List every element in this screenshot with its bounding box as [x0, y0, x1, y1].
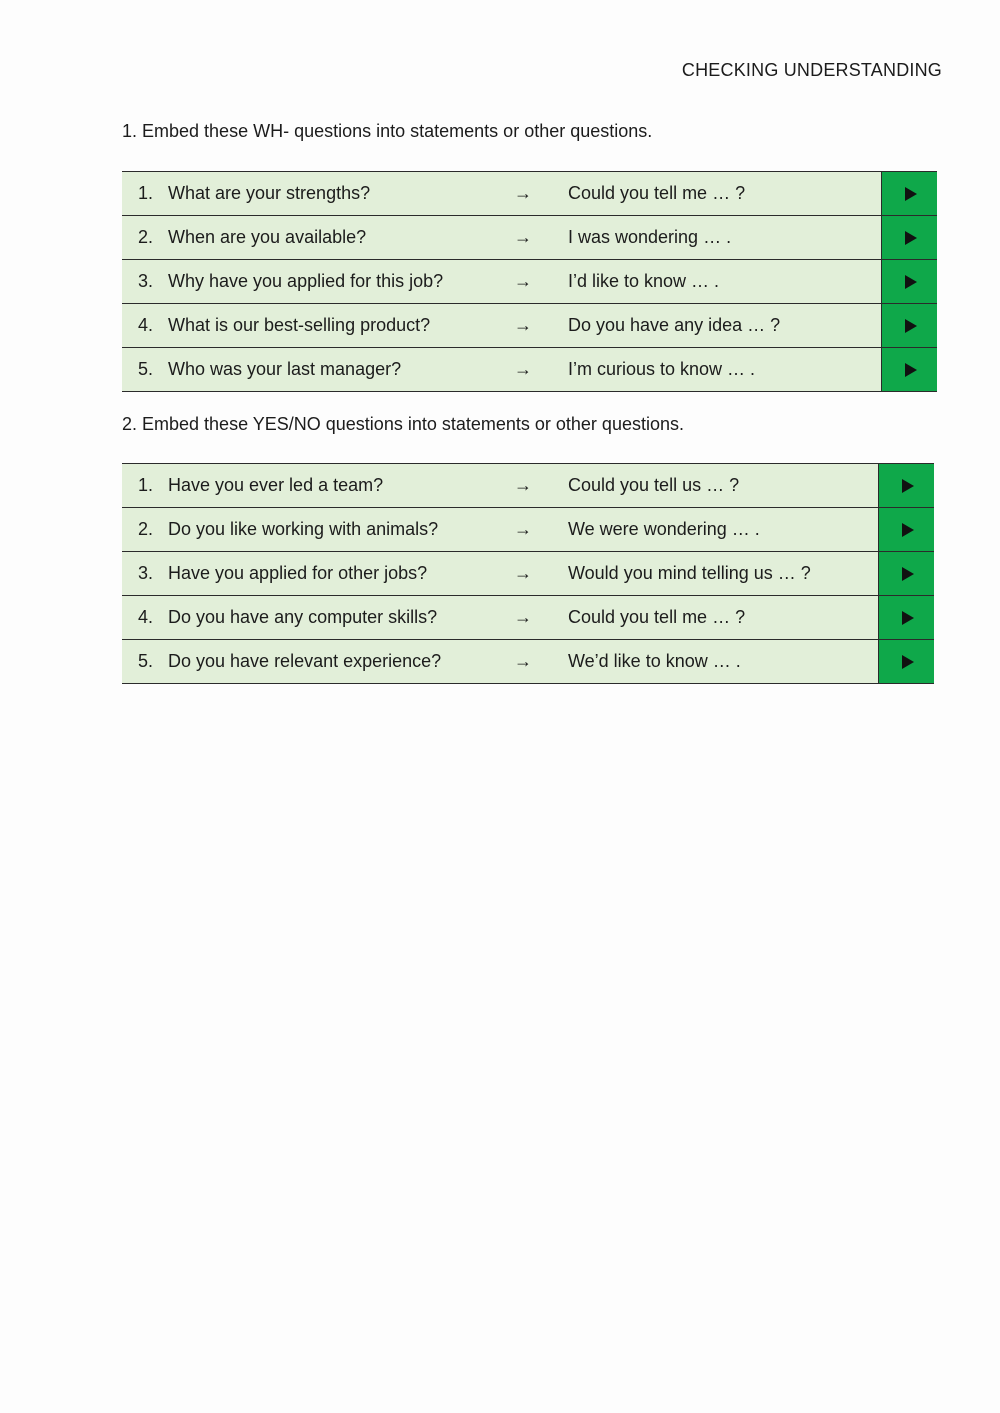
play-icon	[905, 231, 917, 245]
play-button[interactable]	[878, 508, 934, 551]
play-icon	[902, 479, 914, 493]
arrow-icon: →	[514, 475, 532, 495]
arrow-icon: →	[514, 607, 532, 627]
target-phrase: I’d like to know … .	[568, 271, 720, 291]
row-number: 1.	[138, 475, 154, 495]
play-button[interactable]	[878, 464, 934, 507]
question-text: Why have you applied for this job?	[168, 271, 444, 291]
table-row	[122, 596, 934, 640]
arrow-icon: →	[514, 183, 532, 203]
wh-questions-table	[122, 171, 937, 392]
target-phrase: Could you tell me … ?	[568, 183, 746, 203]
question-text: What are your strengths?	[168, 183, 371, 203]
row-number: 4.	[138, 315, 154, 335]
question-text: When are you available?	[168, 227, 367, 247]
target-phrase: Could you tell us … ?	[568, 475, 740, 495]
page-title: CHECKING UNDERSTANDING	[681, 60, 942, 80]
arrow-icon: →	[514, 651, 532, 671]
play-icon	[905, 363, 917, 377]
row-number: 4.	[138, 607, 154, 627]
play-button[interactable]	[878, 552, 934, 595]
row-number: 5.	[138, 651, 154, 671]
question-text: Have you ever led a team?	[168, 475, 384, 495]
target-phrase: I was wondering … .	[568, 227, 732, 247]
question-text: Who was your last manager?	[168, 359, 402, 379]
yes-no-questions-table	[122, 463, 934, 684]
play-button[interactable]	[881, 348, 937, 391]
question-text: Have you applied for other jobs?	[168, 563, 428, 583]
play-button[interactable]	[881, 304, 937, 347]
row-number: 3.	[138, 563, 154, 583]
section1-instruction: 1. Embed these WH- questions into statements or other questions.	[122, 121, 653, 141]
question-text: Do you like working with animals?	[168, 519, 439, 539]
table-row	[122, 260, 937, 304]
question-text: What is our best-selling product?	[168, 315, 431, 335]
target-phrase: Could you tell me … ?	[568, 607, 746, 627]
play-icon	[905, 187, 917, 201]
target-phrase: I’m curious to know … .	[568, 359, 756, 379]
row-number: 5.	[138, 359, 154, 379]
table-row	[122, 464, 934, 508]
section2-instruction: 2. Embed these YES/NO questions into statements or other questions.	[122, 414, 684, 434]
play-button[interactable]	[878, 596, 934, 639]
target-phrase: Would you mind telling us … ?	[568, 563, 811, 583]
play-button[interactable]	[881, 172, 937, 215]
play-button[interactable]	[881, 216, 937, 259]
target-phrase: Do you have any idea … ?	[568, 315, 781, 335]
play-button[interactable]	[878, 640, 934, 683]
arrow-icon: →	[514, 359, 532, 379]
play-icon	[902, 655, 914, 669]
question-text: Do you have relevant experience?	[168, 651, 442, 671]
row-number: 1.	[138, 183, 154, 203]
table-row	[122, 172, 937, 216]
table-row	[122, 216, 937, 260]
table-row	[122, 508, 934, 552]
play-icon	[902, 611, 914, 625]
arrow-icon: →	[514, 563, 532, 583]
table-row	[122, 304, 937, 348]
play-icon	[902, 523, 914, 537]
table-row	[122, 552, 934, 596]
arrow-icon: →	[514, 315, 532, 335]
play-icon	[902, 567, 914, 581]
play-button[interactable]	[881, 260, 937, 303]
table-row	[122, 640, 934, 684]
question-text: Do you have any computer skills?	[168, 607, 438, 627]
table-row	[122, 348, 937, 392]
play-icon	[905, 275, 917, 289]
target-phrase: We’d like to know … .	[568, 651, 741, 671]
row-number: 3.	[138, 271, 154, 291]
arrow-icon: →	[514, 227, 532, 247]
play-icon	[905, 319, 917, 333]
arrow-icon: →	[514, 519, 532, 539]
arrow-icon: →	[514, 271, 532, 291]
row-number: 2.	[138, 519, 154, 539]
row-number: 2.	[138, 227, 154, 247]
target-phrase: We were wondering … .	[568, 519, 760, 539]
